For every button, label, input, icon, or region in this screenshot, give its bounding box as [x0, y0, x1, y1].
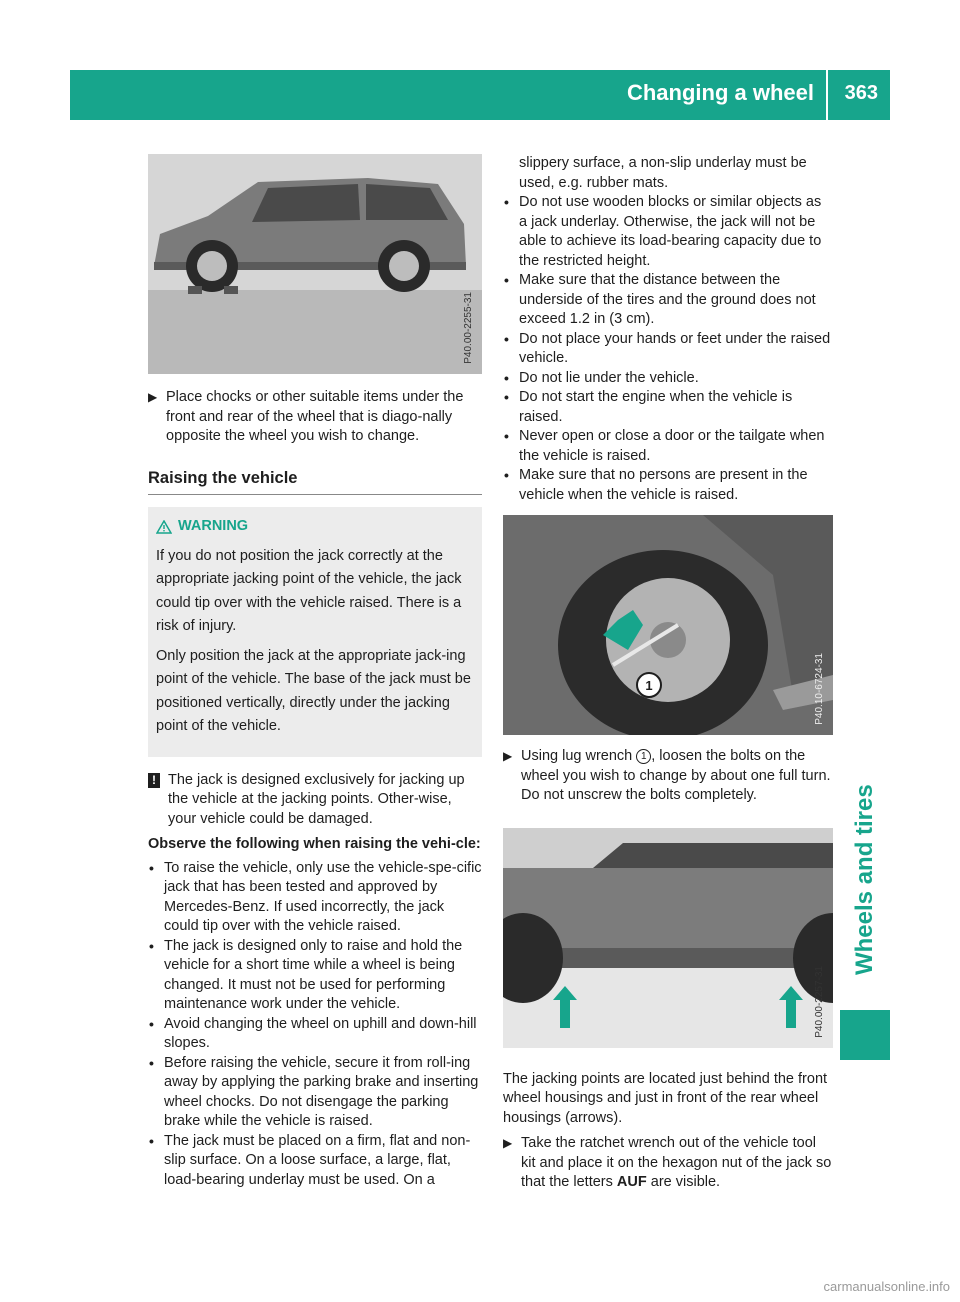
list-item: • To raise the vehicle, only use the vehicle-spe-cific jack that has been tested and approved by Mercedes-Benz. If used incorrectly, the jack could tip over with the vehicle raised.	[149, 859, 482, 934]
warning-text-1: If you do not position the jack correctly at the appropriate jacking point of the vehicle, the jack could tip over with the vehicle raised. There is a risk of injury.	[156, 547, 462, 634]
header-separator	[826, 70, 828, 120]
warning-header	[156, 517, 472, 537]
observe-heading: Observe the following when raising the vehi-cle:	[148, 836, 481, 852]
list-item: • Do not lie under the vehicle.	[504, 369, 699, 386]
vehicle-illustration	[148, 154, 482, 374]
continued-text: slippery surface, a non-slip underlay must be used, e.g. rubber mats.	[519, 155, 807, 191]
list-item: • The jack must be placed on a firm, flat and non-slip surface. On a loose surface, a large, flat, load-bearing underlay must be used. On a	[149, 1132, 471, 1188]
left-column	[148, 154, 482, 1190]
warning-box	[148, 507, 482, 757]
list-item: • Avoid changing the wheel on uphill and down-hill slopes.	[149, 1015, 477, 1051]
jacking-points-illustration	[503, 828, 833, 1048]
warning-triangle-icon	[156, 520, 172, 534]
figure-code: P40.10-6724-31	[813, 653, 825, 725]
callout-number: 1	[645, 678, 653, 693]
right-bullet-list	[503, 193, 833, 505]
warning-text-2: Only position the jack at the appropriate jack-ing point of the vehicle. The base of the jack must be positioned vertically, directly under the jacking point of the vehicle.	[156, 647, 471, 734]
step-arrow-icon: ▶	[148, 390, 158, 404]
step-loosen-bolts: ▶ Using lug wrench 1 , loosen the bolts on the wheel you wish to change by about one full turn. Do not unscrew the bolts completely.	[503, 748, 831, 803]
figure-code: P40.00-2255-31	[462, 292, 474, 364]
step-arrow-icon: ▶	[503, 1136, 513, 1150]
wheel-illustration	[503, 515, 833, 735]
page-header	[70, 70, 890, 120]
list-item: • Do not place your hands or feet under the raised vehicle.	[504, 330, 831, 366]
figure-vehicle-side	[148, 154, 482, 374]
list-item: • Before raising the vehicle, secure it from roll-ing away by applying the parking brake and inserting wheel chocks. Do not disengage the parking brake while the vehicle is raised.	[149, 1054, 479, 1129]
list-item: • Make sure that no persons are present in the vehicle when the vehicle is raised.	[504, 467, 808, 503]
step-ratchet-wrench: ▶ Take the ratchet wrench out of the vehicle tool kit and place it on the hexagon nut of the jack so that the letters AUF are visible.	[503, 1135, 832, 1190]
step-arrow-icon: ▶	[503, 749, 513, 763]
list-item: • Never open or close a door or the tailgate when the vehicle is raised.	[504, 428, 825, 464]
section-title: Raising the vehicle	[148, 469, 482, 496]
footer-watermark: carmanualsonline.info	[823, 1279, 950, 1294]
list-item: • Do not use wooden blocks or similar objects as a jack underlay. Otherwise, the jack will not be able to achieve its load-bearing capacity due to the restricted height.	[504, 194, 822, 269]
jacking-points-text: The jacking points are located just behind the front wheel housings and just in front of the rear wheel housings (arrows).	[503, 1070, 828, 1126]
figure-lug-wrench	[503, 515, 833, 735]
list-item: • Make sure that the distance between the underside of the tires and the ground does not exceed 1.2 in (3 cm).	[504, 272, 816, 327]
exclamation-icon: !	[148, 773, 160, 788]
note-damage: ! The jack is designed exclusively for jacking up the vehicle at the jacking points. Other-wise, your vehicle could be damaged.	[148, 771, 482, 830]
left-bullet-list	[148, 859, 482, 1191]
header-title: Changing a wheel	[626, 80, 814, 105]
figure-jacking-points	[503, 828, 833, 1048]
list-item: • The jack is designed only to raise and hold the vehicle for a short time while a wheel is being changed. It must not be used for performing maintenance work under the vehicle.	[149, 937, 463, 1012]
side-tab-block	[840, 1010, 890, 1060]
side-tab-label: Wheels and tires	[851, 784, 878, 976]
callout-ref: 1	[636, 749, 651, 764]
list-item: • Do not start the engine when the vehicle is raised.	[504, 389, 793, 425]
warning-title: WARNING	[178, 518, 249, 534]
page-number: 363	[844, 82, 878, 104]
right-column	[503, 154, 833, 1193]
step-place-chocks: ▶ Place chocks or other suitable items under the front and rear of the wheel that is diago-nally opposite the wheel you wish to change.	[148, 389, 464, 444]
figure-code: P40.00-2257-31	[813, 965, 825, 1038]
side-tab	[840, 140, 890, 1160]
